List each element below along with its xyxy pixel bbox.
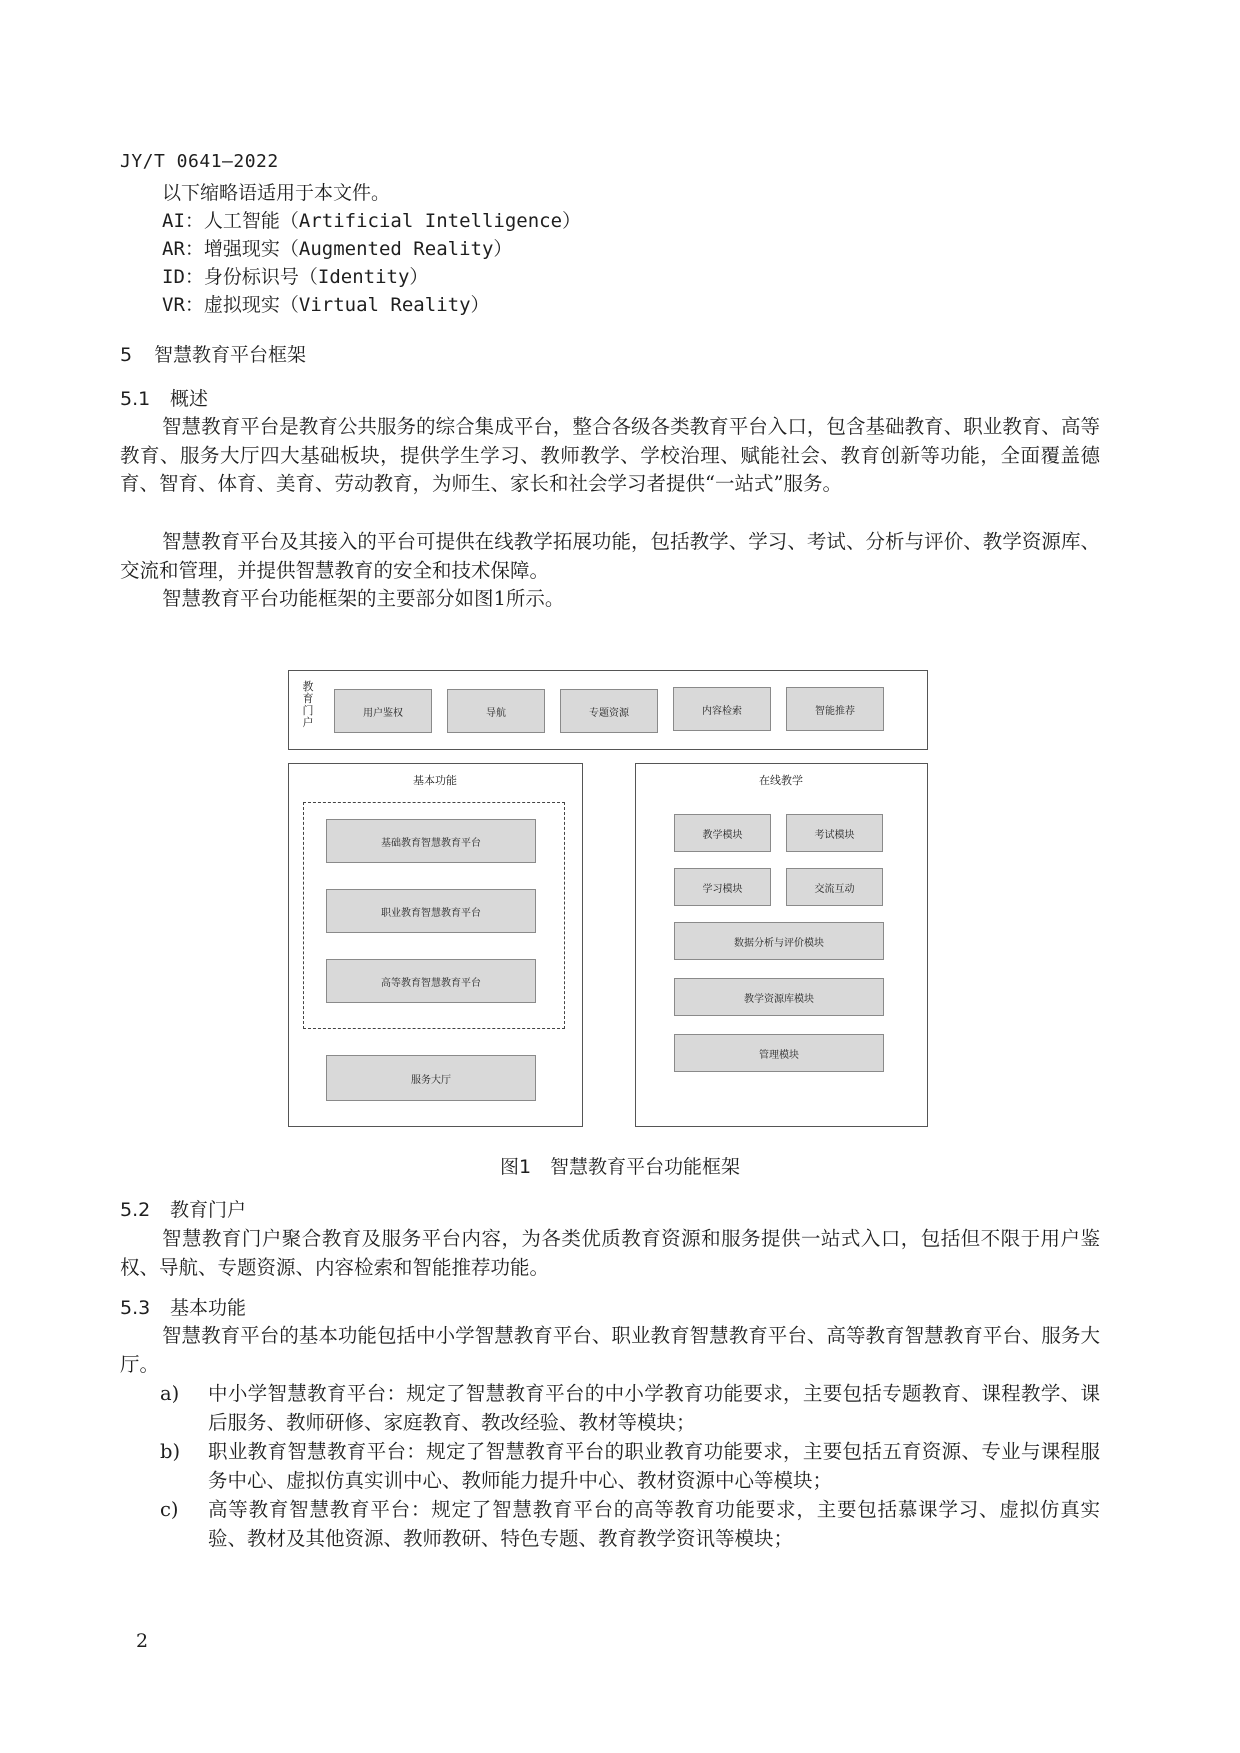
standard-code: JY/T 0641—2022 [120,151,279,172]
paragraph: 智慧教育平台功能框架的主要部分如图1所示。 [162,587,565,610]
section-heading: 5 智慧教育平台框架 [120,344,307,366]
subsection-heading: 5.1 概述 [120,388,209,410]
portal-item: 智能推荐 [786,687,884,731]
portal-item: 导航 [447,689,545,733]
abbreviation-item: VR：虚拟现实（Virtual Reality） [162,294,490,316]
page-number: 2 [136,1630,149,1652]
figure-caption: 图1 智慧教育平台功能框架 [499,1156,741,1178]
online-module: 考试模块 [786,814,883,852]
online-teaching-box [635,763,928,1127]
abbreviations-intro: 以下缩略语适用于本文件。 [162,182,391,204]
portal-box [288,670,928,750]
list-item: c) 高等教育智慧教育平台：规定了智慧教育平台的高等教育功能要求，主要包括慕课学习、虚拟仿真实验、教材及其他资源、教师教研、特色专题、教育教学资讯等模块； [160,1498,1100,1550]
subsection-heading: 5.2 教育门户 [120,1199,247,1221]
paragraph: 智慧教育平台的基本功能包括中小学智慧教育平台、职业教育智慧教育平台、高等教育智慧教育平台、服务大厅。 [120,1324,1100,1376]
platform-item: 基础教育智慧教育平台 [326,819,536,863]
platforms-group [303,802,565,1029]
abbreviation-item: AR：增强现实（Augmented Reality） [162,238,513,260]
paragraph: 智慧教育平台是教育公共服务的综合集成平台，整合各级各类教育平台入口，包含基础教育、职业教育、高等教育、服务大厅四大基础板块，提供学生学习、教师教学、学校治理、赋能社会、教育创新等功能，全面覆盖德育、智育、体育、美育、劳动教育，为师生、家长和社会学习者提供“一站式”服务。 [120,415,1100,495]
portal-item: 用户鉴权 [334,689,432,733]
online-module: 交流互动 [786,868,883,906]
abbreviation-item: ID：身份标识号（Identity） [162,266,429,288]
basic-functions-box [288,763,583,1127]
online-module-wide: 数据分析与评价模块 [674,922,884,960]
online-teaching-title: 在线教学 [759,774,803,787]
portal-item: 内容检索 [673,687,771,731]
platform-item: 职业教育智慧教育平台 [326,889,536,933]
list-item: a) 中小学智慧教育平台：规定了智慧教育平台的中小学教育功能要求，主要包括专题教育、课程教学、课后服务、教师研修、家庭教育、教改经验、教材等模块； [160,1382,1100,1434]
paragraph: 智慧教育门户聚合教育及服务平台内容，为各类优质教育资源和服务提供一站式入口，包括但不限于用户鉴权、导航、专题资源、内容检索和智能推荐功能。 [120,1227,1100,1279]
portal-label: 教育门户 [302,680,314,729]
portal-item: 专题资源 [560,689,658,733]
basic-functions-title: 基本功能 [413,774,457,787]
abbreviation-item: AI：人工智能（Artificial Intelligence） [162,210,582,232]
figure-framework [288,670,928,1130]
paragraph: 智慧教育平台及其接入的平台可提供在线教学拓展功能，包括教学、学习、考试、分析与评价、教学资源库、交流和管理，并提供智慧教育的安全和技术保障。 [120,530,1100,582]
online-module: 教学模块 [674,814,771,852]
service-hall: 服务大厅 [326,1055,536,1101]
online-module: 学习模块 [674,868,771,906]
platform-item: 高等教育智慧教育平台 [326,959,536,1003]
subsection-heading: 5.3 基本功能 [120,1297,247,1319]
list-item: b) 职业教育智慧教育平台：规定了智慧教育平台的职业教育功能要求，主要包括五育资源、专业与课程服务中心、虚拟仿真实训中心、教师能力提升中心、教材资源中心等模块； [160,1440,1100,1492]
online-module-wide: 管理模块 [674,1034,884,1072]
online-module-wide: 教学资源库模块 [674,978,884,1016]
